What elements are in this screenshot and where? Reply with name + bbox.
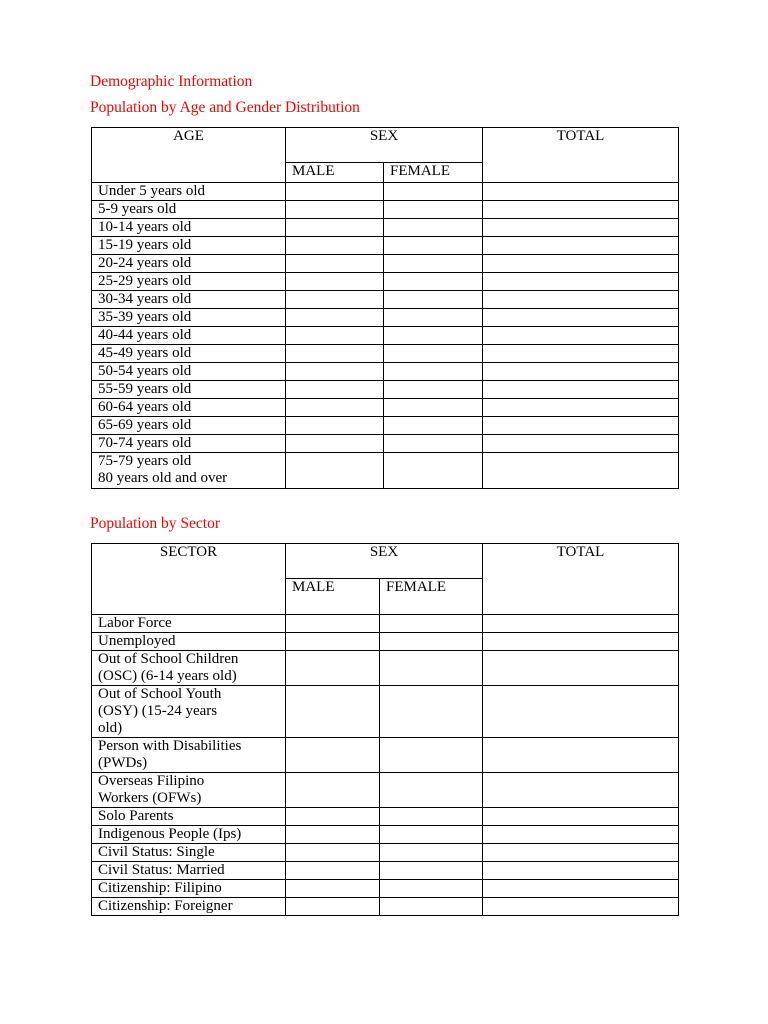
- table-row: [92, 862, 679, 880]
- total-header: TOTAL: [483, 544, 679, 615]
- age-group-label: 45-49 years old: [92, 345, 286, 363]
- male-cell: [286, 738, 380, 773]
- age-group-line: 80 years old and over: [98, 470, 228, 486]
- female-cell: [384, 183, 483, 201]
- male-cell: [286, 219, 384, 237]
- sector-label: [92, 686, 286, 738]
- male-cell: [286, 201, 384, 219]
- sector-table-title: Population by Sector: [90, 515, 221, 532]
- age-group-label: 60-64 years old: [92, 399, 286, 417]
- table-row: [92, 381, 679, 399]
- age-group-label: [92, 453, 286, 489]
- female-cell: [384, 237, 483, 255]
- male-cell: [286, 237, 384, 255]
- female-cell: [380, 633, 483, 651]
- table-row: [92, 291, 679, 309]
- sector-label-line: Person with Disabilities: [98, 738, 242, 754]
- total-cell: [483, 844, 679, 862]
- age-group-label: 25-29 years old: [92, 273, 286, 291]
- table-row: [92, 327, 679, 345]
- sector-label-line: Citizenship: Filipino: [98, 880, 222, 896]
- male-cell: [286, 363, 384, 381]
- age-group-label: 55-59 years old: [92, 381, 286, 399]
- age-group-label: 20-24 years old: [92, 255, 286, 273]
- table-row: [92, 615, 679, 633]
- sector-label-line: Overseas Filipino: [98, 773, 205, 789]
- sector-label-line: Out of School Youth: [98, 686, 222, 702]
- age-gender-table: [91, 127, 679, 489]
- female-cell: [380, 738, 483, 773]
- sector-label-line: Civil Status: Single: [98, 844, 215, 860]
- female-cell: [380, 826, 483, 844]
- table-row: [92, 219, 679, 237]
- table-row: [92, 201, 679, 219]
- age-group-label: 15-19 years old: [92, 237, 286, 255]
- male-cell: [286, 615, 380, 633]
- male-cell: [286, 291, 384, 309]
- total-cell: [483, 309, 679, 327]
- female-cell: [380, 651, 483, 686]
- sector-label: [92, 615, 286, 633]
- table-row: [92, 237, 679, 255]
- age-group-line: 75-79 years old: [98, 453, 192, 469]
- total-cell: [483, 686, 679, 738]
- table-row: [92, 773, 679, 808]
- female-header: FEMALE: [380, 579, 483, 615]
- sector-label-line: Indigenous People (Ips): [98, 826, 242, 842]
- female-cell: [380, 862, 483, 880]
- male-cell: [286, 345, 384, 363]
- male-cell: [286, 898, 380, 916]
- section-title: Demographic Information: [90, 73, 253, 90]
- sector-label-line: Out of School Children: [98, 651, 239, 667]
- total-cell: [483, 880, 679, 898]
- male-cell: [286, 435, 384, 453]
- age-group-label: 65-69 years old: [92, 417, 286, 435]
- female-cell: [384, 435, 483, 453]
- total-cell: [483, 237, 679, 255]
- sector-label: [92, 651, 286, 686]
- male-cell: [286, 453, 384, 489]
- sector-label: [92, 738, 286, 773]
- male-cell: [286, 417, 384, 435]
- sector-label-line: Labor Force: [98, 615, 172, 631]
- female-cell: [384, 291, 483, 309]
- total-cell: [483, 219, 679, 237]
- age-group-label: 30-34 years old: [92, 291, 286, 309]
- total-cell: [483, 183, 679, 201]
- sector-table: [91, 543, 679, 916]
- female-cell: [384, 273, 483, 291]
- sector-label: [92, 898, 286, 916]
- female-cell: [384, 453, 483, 489]
- table-row: [92, 255, 679, 273]
- table-row: [92, 309, 679, 327]
- table-row: [92, 345, 679, 363]
- table-row: [92, 399, 679, 417]
- female-cell: [380, 898, 483, 916]
- sector-label: [92, 862, 286, 880]
- female-cell: [384, 327, 483, 345]
- total-cell: [483, 327, 679, 345]
- sector-label-line: Unemployed: [98, 633, 176, 649]
- total-cell: [483, 773, 679, 808]
- total-cell: [483, 273, 679, 291]
- male-header: MALE: [286, 579, 380, 615]
- female-cell: [384, 255, 483, 273]
- total-cell: [483, 453, 679, 489]
- sector-label-line: Solo Parents: [98, 808, 174, 824]
- total-cell: [483, 417, 679, 435]
- sector-label-line: (OSY) (15-24 years: [98, 703, 218, 719]
- sector-header: SECTOR: [92, 544, 286, 615]
- male-cell: [286, 773, 380, 808]
- total-header: TOTAL: [483, 128, 679, 183]
- male-cell: [286, 183, 384, 201]
- sector-label-line: Citizenship: Foreigner: [98, 898, 233, 914]
- table-row: [92, 808, 679, 826]
- sector-label: [92, 808, 286, 826]
- female-cell: [380, 808, 483, 826]
- age-group-label: 10-14 years old: [92, 219, 286, 237]
- total-cell: [483, 255, 679, 273]
- total-cell: [483, 651, 679, 686]
- male-cell: [286, 826, 380, 844]
- age-table-title: Population by Age and Gender Distribution: [90, 99, 360, 116]
- table-row: [92, 453, 679, 489]
- table-row: [92, 898, 679, 916]
- sector-label: [92, 844, 286, 862]
- female-cell: [380, 615, 483, 633]
- table-row: [92, 651, 679, 686]
- female-cell: [380, 686, 483, 738]
- sector-label: [92, 773, 286, 808]
- total-cell: [483, 435, 679, 453]
- female-cell: [384, 399, 483, 417]
- male-cell: [286, 862, 380, 880]
- age-header: AGE: [92, 128, 286, 183]
- age-group-label: Under 5 years old: [92, 183, 286, 201]
- sex-header: SEX: [286, 128, 483, 163]
- sex-header: SEX: [286, 544, 483, 579]
- total-cell: [483, 363, 679, 381]
- male-header: MALE: [286, 163, 384, 183]
- male-cell: [286, 255, 384, 273]
- total-cell: [483, 808, 679, 826]
- table-row: [92, 738, 679, 773]
- total-cell: [483, 291, 679, 309]
- table-row: [92, 844, 679, 862]
- table-row: [92, 880, 679, 898]
- male-cell: [286, 651, 380, 686]
- sector-label-line: old): [98, 720, 123, 736]
- sector-label: [92, 633, 286, 651]
- sector-label-line: (PWDs): [98, 755, 148, 771]
- table-row: [92, 417, 679, 435]
- sector-label: [92, 826, 286, 844]
- male-cell: [286, 633, 380, 651]
- age-group-label: 5-9 years old: [92, 201, 286, 219]
- total-cell: [483, 738, 679, 773]
- total-cell: [483, 615, 679, 633]
- female-cell: [384, 381, 483, 399]
- table-row: [92, 826, 679, 844]
- male-cell: [286, 273, 384, 291]
- table-row: [92, 435, 679, 453]
- male-cell: [286, 381, 384, 399]
- female-cell: [380, 844, 483, 862]
- total-cell: [483, 898, 679, 916]
- female-cell: [384, 309, 483, 327]
- male-cell: [286, 686, 380, 738]
- total-cell: [483, 826, 679, 844]
- age-group-label: 70-74 years old: [92, 435, 286, 453]
- total-cell: [483, 201, 679, 219]
- table-row: [92, 686, 679, 738]
- total-cell: [483, 345, 679, 363]
- female-header: FEMALE: [384, 163, 483, 183]
- age-group-label: 35-39 years old: [92, 309, 286, 327]
- female-cell: [384, 345, 483, 363]
- female-cell: [380, 773, 483, 808]
- total-cell: [483, 399, 679, 417]
- total-cell: [483, 633, 679, 651]
- female-cell: [384, 417, 483, 435]
- total-cell: [483, 381, 679, 399]
- sector-label-line: Workers (OFWs): [98, 790, 202, 806]
- age-group-label: 50-54 years old: [92, 363, 286, 381]
- male-cell: [286, 844, 380, 862]
- male-cell: [286, 399, 384, 417]
- total-cell: [483, 862, 679, 880]
- male-cell: [286, 309, 384, 327]
- male-cell: [286, 327, 384, 345]
- male-cell: [286, 808, 380, 826]
- sector-label-line: (OSC) (6-14 years old): [98, 668, 237, 684]
- sector-label-line: Civil Status: Married: [98, 862, 225, 878]
- age-group-label: 40-44 years old: [92, 327, 286, 345]
- table-row: [92, 633, 679, 651]
- female-cell: [384, 201, 483, 219]
- female-cell: [380, 880, 483, 898]
- table-row: [92, 363, 679, 381]
- table-row: [92, 183, 679, 201]
- female-cell: [384, 363, 483, 381]
- table-row: [92, 273, 679, 291]
- sector-label: [92, 880, 286, 898]
- male-cell: [286, 880, 380, 898]
- female-cell: [384, 219, 483, 237]
